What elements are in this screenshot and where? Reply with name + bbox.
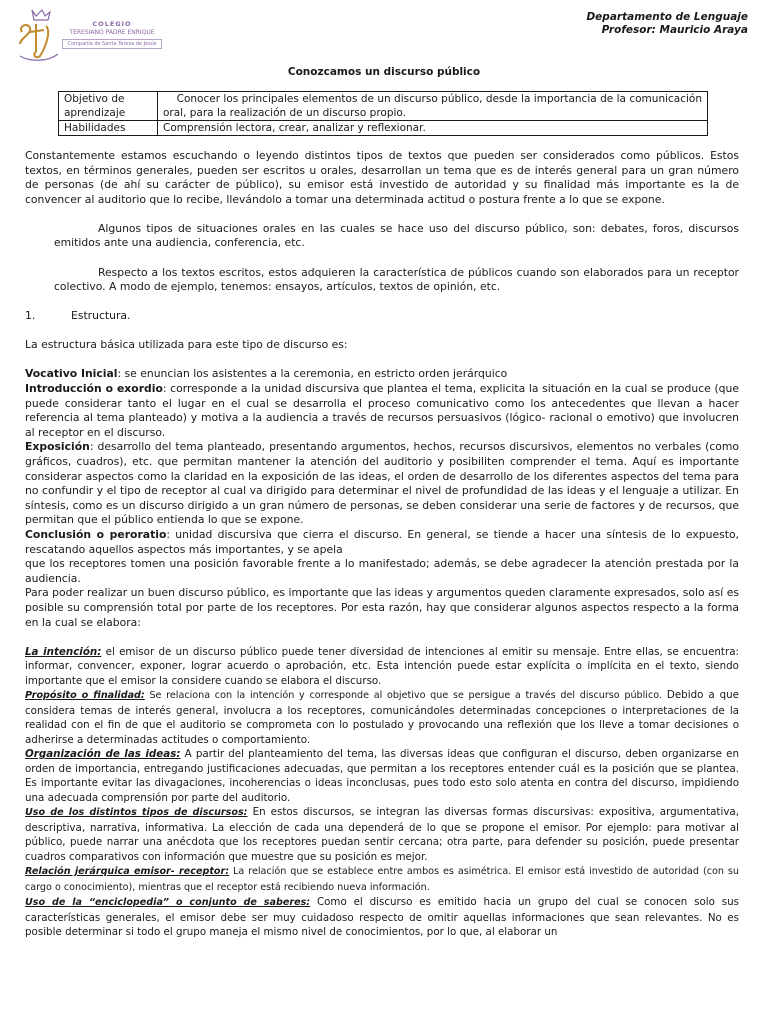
- aspect-item: [25, 864, 739, 895]
- department-label: Departamento de Lenguaje: [586, 11, 748, 23]
- structure-continuation: Para poder realizar un buen discurso público, es importante que las ideas y argumentos queden claramente expresados, solo así es posible su comprensión total por parte de los receptores. Por esta razón, hay que considerar algunos aspectos respecto a la forma en la cual se elabora:: [25, 586, 739, 629]
- logo-line-name: TERESIANO PADRE ENRIQUE: [69, 29, 155, 36]
- intro-paragraph: Constantemente estamos escuchando o leyendo distintos tipos de textos que pueden ser considerados como públicos. Estos textos, en términos generales, pueden ser escritos u orales, desarrollan un tema que es de interés general para un gran número de personas (de ahí su carácter de público), su emisor está investido de autoridad y su finalidad más importante es la de convencer al auditorio que lo recibe, llevándolo a tomar una determinada actitud o postura frente a lo que se expone.: [25, 149, 739, 206]
- aspect-text: En estos discursos, se integran las diversas formas discursivas: expositiva, argumentativa, descriptiva, narrativa, informativa. La elección de cada una dependerá de lo que se propone el emisor. Por ejemplo: para motivar al público, puede narrar una anécdota que los receptores puedan sentir cercana; otra parte, para defender su posición, puede presentar cuadros comparativos con información que muestre que su posición es mejor.: [25, 806, 740, 863]
- structure-text: : desarrollo del tema planteado, presentando argumentos, hechos, recursos discursivos, elementos no verbales (como gráficos, cuadros), etc. que permitan mantener la atención del auditorio y posibiliten comprender el tema. Aquí es importante considerar aspectos como la claridad en la exposición de las ideas, el orden de desarrollo de los diferentes aspectos del tema para no confundir y el tipo de receptor al cual va dirigido para determinar el nivel de profundidad de las ideas y el lenguaje a utilizar. En síntesis, como es un discurso dirigido a un gran número de personas, se deben considerar una serie de factores y de recursos, que permitan que el público entienda lo que se expone.: [25, 440, 739, 527]
- structure-item: [25, 528, 739, 557]
- objectives-table: [58, 91, 708, 136]
- aspect-term: La intención:: [25, 645, 102, 658]
- structure-continuation: que los receptores tomen una posición favorable frente a lo manifestado; además, se debe agradecer la atención prestada por la audiencia.: [25, 557, 739, 585]
- aspect-item: [25, 895, 739, 940]
- intro-paragraph-oral: Algunos tipos de situaciones orales en las cuales se hace uso del discurso público, son: debates, foros, discursos emitidos ante una audiencia, conferencia, etc.: [54, 221, 739, 250]
- aspect-item: [25, 688, 739, 747]
- structure-term: Introducción o exordio: [25, 382, 163, 396]
- intro-paragraph-written: Respecto a los textos escritos, estos adquieren la característica de públicos cuando son elaborados para un receptor colectivo. A modo de ejemplo, tenemos: ensayos, artículos, textos de opinión, etc.: [54, 265, 739, 294]
- table-cell-value: [158, 92, 708, 121]
- structure-lead: La estructura básica utilizada para este tipo de discurso es:: [25, 338, 348, 352]
- structure-item: [25, 382, 739, 440]
- header-info: [586, 11, 748, 37]
- aspect-term: Uso de los distintos tipos de discursos:: [25, 807, 248, 819]
- aspect-term: Organización de las ideas:: [25, 748, 181, 761]
- aspect-text: Debido a que considera temas de interés general, involucra a los receptores, comunicándoles determinadas concepciones o interpretaciones de la realidad con el fin de que el auditorio se comprometa con lo postulado y provocando una reflexión que los lleve a tomar decisiones o adherirse a determinadas actitudes o comportamiento.: [25, 689, 739, 746]
- structure-term: Conclusión o peroratio: [25, 527, 167, 541]
- table-row: [59, 92, 708, 121]
- structure-item: [25, 367, 739, 382]
- teacher-label: Profesor: Mauricio Araya: [601, 24, 748, 36]
- aspect-text: Como el discurso es emitido hacia un grupo del cual se conocen solo sus características generales, el emisor debe ser muy cuidadoso respecto de omitir aquellas informaciones que sean relevantes. No es posible determinar si todo el grupo maneja el mismo nivel de conocimientos, por lo que, al elaborar un: [25, 896, 739, 939]
- objective-text: Conocer los principales elementos de un discurso público, desde la importancia de la comunicación oral, para la realización de un discurso propio.: [163, 93, 702, 119]
- document-body: [25, 149, 739, 940]
- logo-line-college: COLEGIO: [92, 20, 132, 28]
- aspect-item: [25, 645, 739, 689]
- school-crest-icon: [14, 6, 64, 66]
- aspect-item: [25, 747, 739, 805]
- table-cell-key: Habilidades: [59, 121, 158, 136]
- aspect-text: A partir del planteamiento del tema, las diversas ideas que configuran el discurso, deben organizarse en orden de importancia, entregando justificaciones adecuadas, que permitan a los receptores entender cuál es la posición que se plantea. Es importante evitar las divagaciones, incoherencias o ideas inconclusas, pues todo esto solo atenta en contra del discurso, impidiendo una adecuada comprensión por parte del auditorio.: [25, 748, 740, 804]
- section-title: Estructura.: [71, 309, 131, 323]
- aspect-term: Relación jerárquica emisor- receptor:: [25, 866, 230, 878]
- aspect-term: Uso de la “enciclopedia” o conjunto de saberes:: [25, 897, 311, 909]
- structure-term: Exposición: [25, 440, 90, 454]
- structure-text: : se enuncian los asistentes a la ceremonia, en estricto orden jerárquico: [117, 367, 508, 381]
- section-heading: [25, 309, 739, 324]
- aspects-list: [25, 645, 739, 940]
- table-cell-value: Comprensión lectora, crear, analizar y reflexionar.: [158, 121, 708, 136]
- structure-text: : corresponde a la unidad discursiva que plantea el tema, explicita la situación en la cual se produce (que puede considerar tanto el lugar en el cual se desarrolla el proceso comunicativo como los antecedentes que llevan a hacer referencia al tema planteado) y motiva a la audiencia a través de recursos persuasivos (lógico- racional o emotivo) que involucren al receptor en el discurso.: [25, 382, 739, 439]
- aspect-term: Propósito o finalidad:: [25, 690, 145, 702]
- aspect-item: [25, 805, 739, 864]
- aspect-text: La relación que se establece entre ambos es asimétrica. El emisor está investido de autoridad (con su cargo o conocimiento), mientras que el receptor está recibiendo nueva información.: [25, 866, 739, 893]
- structure-term: Vocativo Inicial: [25, 367, 118, 381]
- aspect-text: el emisor de un discurso público puede tener diversidad de intenciones al emitir su mensaje. Entre ellas, se encuentra: informar, convencer, exponer, lograr acuerdo o aprobación, etc. Esta intención puede estar explícita o implícita en el texto, siendo importante que el emisor la considere cuando se elabora el discurso.: [25, 645, 739, 687]
- structure-text: : unidad discursiva que cierra el discurso. En general, se tiende a hacer una síntesis de lo expuesto, rescatando aquellos aspectos más importantes, y se apela: [25, 527, 739, 556]
- table-row: [59, 121, 708, 136]
- page-title: Conozcamos un discurso público: [287, 66, 481, 78]
- table-cell-key: Objetivo de aprendizaje: [59, 92, 158, 121]
- structure-item: [25, 440, 739, 528]
- aspect-text-small: Se relaciona con la intención y corresponde al objetivo que se persigue a través del discurso público.: [144, 690, 662, 702]
- school-logo: [14, 6, 164, 66]
- section-number: 1.: [25, 309, 36, 323]
- logo-line-company: Compañía de Santa Teresa de Jesús: [62, 39, 162, 49]
